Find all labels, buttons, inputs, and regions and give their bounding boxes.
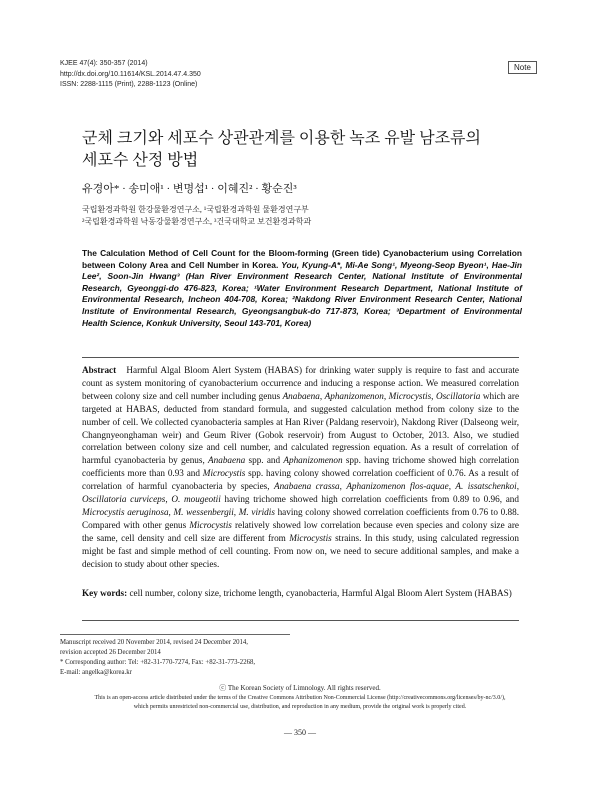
page-number: — 350 — (284, 728, 316, 737)
abstract-text: , (319, 390, 325, 401)
abstract-text: , (165, 494, 172, 505)
korean-affiliations (82, 204, 311, 228)
taxon: M. viridis (238, 506, 275, 517)
doi-link[interactable]: http://dx.doi.org/10.11614/KSL.2014.47.4.350 (60, 70, 201, 78)
english-affiliation: (Han River Environment Research Center, National Institute of Environmental Research, Gyeonggi-do 476-823, Korea; ¹Water Environment Research Department, National Institute of Environmental Research, Incheon 404-708, Korea; ²Nakdong River Environment Research Center, National Institute of Environmental Research, Gyeongsangbuk-do 717-873, Korea; ³Department of Environmental Health Science, Konkuk University, Seoul 143-701, Korea) (82, 271, 523, 328)
taxon: Microcystis aeruginosa (82, 506, 169, 517)
taxon: Anabaena crassa (273, 481, 340, 492)
english-title-block (82, 248, 522, 329)
abstract-text: , (516, 481, 520, 492)
korean-authors: 유경아* · 송미애¹ · 변명섭¹ · 이혜진² · 황순진³ (82, 183, 297, 195)
korean-affiliation-line-1: 국립환경과학원 한강물환경연구소, ¹국립환경과학원 물환경연구부 (82, 205, 309, 214)
taxon: A. issatschenkoi (455, 481, 517, 492)
taxon: Microcystis (388, 390, 432, 401)
abstract-label: Abstract (82, 365, 117, 375)
abstract-text: , (339, 481, 347, 492)
manuscript-dates: Manuscript received 20 November 2014, revised 24 December 2014, (60, 639, 248, 646)
korean-affiliation-line-2: ²국립환경과학원 낙동강물환경연구소, ³건국대학교 보건환경과학과 (82, 217, 312, 226)
taxon: Aphanizomenon (324, 390, 384, 401)
author-email: E-mail: angelka@korea.kr (60, 669, 132, 676)
keywords-label: Key words: (82, 588, 128, 598)
abstract-bottom-rule (82, 620, 519, 621)
article-type-badge: Note (508, 61, 537, 74)
abstract-text: spp. having colony showed correlation coefficient of 0.76. As a result of correlation of harmful cyanobacteria by species, (82, 468, 519, 492)
abstract-text: relatively showed low correlation because even species and colony size are the same, cell density and cell size are different from (82, 519, 519, 543)
abstract-text: , (448, 481, 456, 492)
abstract-text: which are targeted at HABAS, deducted from standard formula, and suggested calculation method from colony size to the number of cell. We collected cyanobacteria samples at Han River (Paldang reservoir), Nakdong River (Dalseong weir, Changnyeonghaman weir) and Geum River (Gobok reservoir) from August to October, 2013. Also, we studied correlation between colony size and cell number, and calculated regression equation. As a result of correlation of harmful cyanobacteria by genus, (82, 390, 520, 466)
abstract-text: , (233, 506, 239, 517)
abstract-text: Harmful Algal Bloom Alert System (HABAS) for drinking water supply is require to fast and accurate count as system monitoring of cyanobacterium occurrence and inducing a response action. We measured correlation between colony size and cell number including genus (82, 365, 519, 401)
taxon: Microcystis (189, 519, 232, 530)
issn: ISSN: 2288-1115 (Print), 2288-1123 (Online) (60, 81, 198, 88)
taxon: M. wessenbergii (173, 506, 234, 517)
taxon: O. mougeotii (171, 494, 221, 505)
abstract-text: spp. and (245, 455, 284, 466)
license-line-2: which permits unrestricted non-commercial use, distribution, and reproduction in any medium, provide the original work is properly cited. (133, 703, 467, 710)
taxon: Aphanizomenon (283, 455, 343, 466)
footnote-rule (60, 634, 290, 635)
abstract-text: strains. In this study, using calculated regression might be fast and simple method of cell counting. From now on, we need to secure additional samples, and make a decision to study about other species. (82, 532, 519, 569)
corresponding-author: * Corresponding author: Tel: +82-31-770-7274, Fax: +82-31-773-2268, (60, 659, 256, 666)
korean-title-line-2: 세포수 산정 방법 (82, 152, 199, 169)
license-line-1: This is an open-access article distributed under the terms of the Creative Commons Attribution Non-Commercial License (http://creativecommons.org/licenses/by-nc/3.0/), (94, 695, 506, 701)
keywords-text: cell number, colony size, trichome length, cyanobacteria, Harmful Algal Bloom Alert System (HABAS) (129, 588, 512, 598)
taxon: Anabaena (282, 390, 320, 401)
abstract (82, 364, 519, 571)
korean-title-line-1: 군체 크기와 세포수 상관관계를 이용한 녹조 유발 남조류의 (82, 130, 481, 147)
taxon: Oscillatoria curviceps (82, 494, 166, 505)
journal-citation: KJEE 47(4): 350-357 (2014) (60, 60, 148, 67)
english-authors: You, Kyung-A*, Mi-Ae Song¹, Myeong-Seop Byeon¹, Hae-Jin Lee², Soon-Jin Hwang³ (82, 259, 522, 282)
taxon: Aphanizomenon flos-aquae (346, 481, 449, 492)
revision-accepted: revision accepted 26 December 2014 (60, 649, 161, 656)
keywords (82, 587, 519, 600)
taxon: Anabaena (208, 455, 246, 466)
korean-title (82, 128, 532, 172)
abstract-text: having colony showed correlation coefficients from 0.76 to 0.88. Compared with other genus (82, 506, 520, 530)
abstract-text: spp. having trichome showed high correlation coefficients more than 0.93 and (82, 455, 519, 479)
abstract-text: , (168, 506, 174, 517)
abstract-text: having trichome showed high correlation coefficients from 0.89 to 0.96, and (220, 494, 519, 505)
license-notice (40, 694, 560, 711)
english-title: The Calculation Method of Cell Count for the Bloom-forming (Green tide) Cyanobacterium using Correlation between Colony Area and Cell Number in Korea. (82, 248, 522, 270)
taxon: Microcystis (202, 468, 246, 479)
footnote (60, 638, 255, 678)
abstract-text: , (431, 390, 436, 401)
taxon: Oscillatoria (435, 390, 481, 401)
journal-header (60, 59, 201, 91)
taxon: Microcystis (289, 532, 332, 543)
abstract-text: , (383, 390, 389, 401)
abstract-top-rule (82, 357, 519, 358)
copyright-notice: ⓒ The Korean Society of Limnology. All rights reserved. (219, 684, 381, 692)
